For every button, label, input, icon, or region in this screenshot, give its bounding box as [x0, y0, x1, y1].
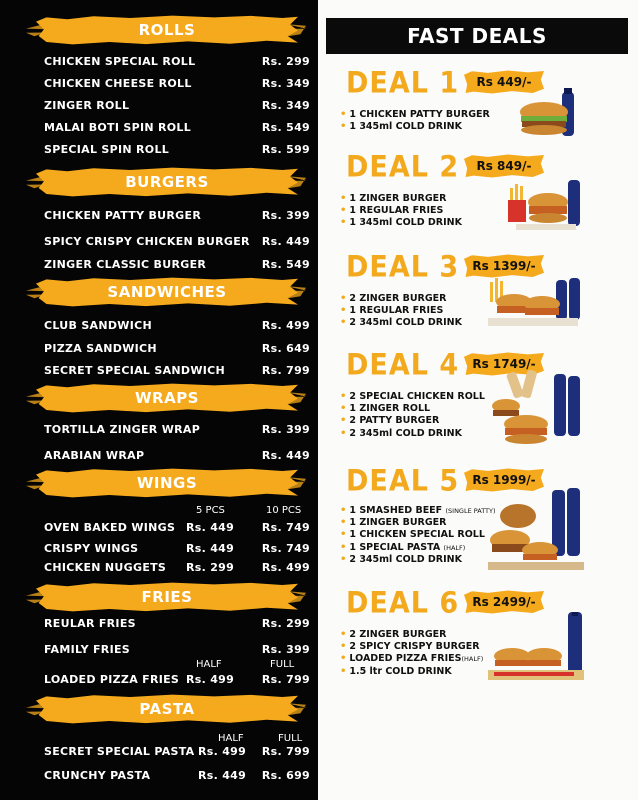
deal-card [318, 464, 638, 578]
menu-item: SECRET SPECIAL SANDWICH Rs. 799 [44, 364, 310, 377]
pasta-banner [36, 694, 298, 724]
deal-card [318, 586, 638, 700]
deal-price: Rs 449/- [476, 75, 532, 89]
deal-item: • 1 SPECIAL PASTA (HALF) [340, 541, 466, 553]
menu-item: CHICKEN NUGGETS Rs. 299 Rs. 499 [44, 561, 310, 574]
rolls-burgers-drinks-image [486, 368, 586, 446]
deal-item: • 1 SMASHED BEEF (SINGLE PATTY) [340, 505, 496, 516]
deal-item: • 1 ZINGER ROLL [340, 403, 431, 415]
deal-title: DEAL 3 [346, 250, 460, 285]
deal-price-tag [464, 154, 544, 178]
deal-items-list [340, 193, 462, 230]
deals-panel [318, 0, 638, 800]
burgers-title: BURGERS [125, 173, 209, 191]
deal-price: Rs 1399/- [472, 259, 536, 273]
deal-price: Rs 2499/- [472, 595, 536, 609]
combo-meal-image [488, 486, 588, 574]
deal-item: • 2 ZINGER BURGER [340, 293, 447, 304]
menu-item: SECRET SPECIAL PASTA Rs. 499 Rs. 799 [44, 745, 310, 758]
menu-item: CRISPY WINGS Rs. 449 Rs. 749 [44, 542, 310, 555]
deal-items-list [340, 293, 462, 330]
deal-price-tag [464, 254, 544, 278]
menu-item: ARABIAN WRAP Rs. 449 [44, 449, 310, 462]
menu-item: CRUNCHY PASTA Rs. 449 Rs. 699 [44, 769, 310, 782]
rolls-banner [36, 15, 298, 45]
fries-col2-label: FULL [270, 659, 295, 670]
deal-price: Rs 1999/- [472, 473, 536, 487]
wings-col2-label: 10 PCS [266, 505, 302, 516]
burger-fries-drink-image [506, 180, 586, 232]
deal-price: Rs 849/- [476, 159, 532, 173]
menu-item: ZINGER CLASSIC BURGER Rs. 549 [44, 258, 310, 271]
menu-item: CLUB SANDWICH Rs. 499 [44, 319, 310, 332]
burger-drink-image [516, 88, 586, 140]
deal-item: • 1 CHICKEN SPECIAL ROLL [340, 529, 485, 541]
menu-item: MALAI BOTI SPIN ROLL Rs. 549 [44, 121, 310, 134]
wings-banner [36, 468, 298, 498]
sandwiches-banner [36, 277, 298, 307]
deal-title: DEAL 5 [346, 464, 460, 499]
deal-item: • 1 REGULAR FRIES [340, 305, 444, 317]
wings-title: WINGS [136, 474, 198, 492]
fries-col1-label: HALF [196, 659, 222, 670]
wraps-title: WRAPS [134, 389, 199, 407]
menu-item: CHICKEN PATTY BURGER Rs. 399 [44, 209, 310, 222]
deal-title: DEAL 1 [346, 66, 460, 101]
deal-title: DEAL 2 [346, 150, 460, 185]
fries-banner [36, 582, 298, 612]
deal-item: • 1 ZINGER BURGER [340, 517, 447, 529]
deal-items-list [340, 391, 485, 440]
deal-item: • 1 345ml COLD DRINK [340, 217, 462, 229]
deal-items-list [340, 629, 483, 678]
deal-item: • 1 REGULAR FRIES [340, 205, 444, 217]
deal-title: DEAL 4 [346, 348, 460, 383]
menu-item: CHICKEN SPECIAL ROLL Rs. 299 [44, 55, 310, 68]
menu-item: FAMILY FRIES Rs. 399 [44, 643, 310, 656]
deal-item: • 2 ZINGER BURGER [340, 629, 447, 640]
burgers-banner [36, 167, 298, 197]
menu-item: TORTILLA ZINGER WRAP Rs. 399 [44, 423, 310, 436]
pasta-title: PASTA [139, 700, 195, 718]
deal-item: • 1 345ml COLD DRINK [340, 121, 462, 133]
deal-item: • 2 345ml COLD DRINK [340, 553, 462, 565]
menu-item: OVEN BAKED WINGS Rs. 449 Rs. 749 [44, 521, 310, 534]
deal-item: • 2 SPICY CRISPY BURGER [340, 641, 480, 653]
deal-card [318, 150, 638, 264]
deal-item: • LOADED PIZZA FRIES(HALF) [340, 653, 484, 665]
deal-items-list [340, 109, 490, 133]
menu-panel [0, 0, 318, 800]
rolls-title: ROLLS [138, 21, 196, 39]
wraps-banner [36, 383, 298, 413]
deal-price: Rs 1749/- [472, 357, 536, 371]
deal-card [318, 250, 638, 364]
fries-title: FRIES [141, 588, 193, 606]
deal-item: • 1 CHICKEN PATTY BURGER [340, 109, 490, 120]
deal-item: • 1 ZINGER BURGER [340, 193, 447, 204]
deal-item: • 2 PATTY BURGER [340, 415, 440, 427]
deal-item: • 1.5 ltr COLD DRINK [340, 665, 452, 677]
deal-item: • 2 SPECIAL CHICKEN ROLL [340, 391, 485, 402]
sandwiches-title: SANDWICHES [107, 283, 227, 301]
menu-item: REULAR FRIES Rs. 299 [44, 617, 310, 630]
deal-card [318, 348, 638, 462]
pasta-col2-label: FULL [278, 733, 303, 744]
deal-title: DEAL 6 [346, 586, 460, 621]
fast-deals-title: FAST DEALS [326, 18, 628, 54]
menu-item: SPECIAL SPIN ROLL Rs. 599 [44, 143, 310, 156]
menu-item: LOADED PIZZA FRIES Rs. 499 Rs. 799 [44, 673, 310, 686]
wings-col1-label: 5 PCS [196, 505, 225, 516]
burgers-fries-bottle-image [484, 612, 588, 688]
menu-item: ZINGER ROLL Rs. 349 [44, 99, 310, 112]
deal-item: • 2 345ml COLD DRINK [340, 427, 462, 439]
deal-item: • 2 345ml COLD DRINK [340, 317, 462, 329]
burgers-fries-drinks-image [484, 276, 584, 330]
deal-price-tag [464, 590, 544, 614]
menu-item: PIZZA SANDWICH Rs. 649 [44, 342, 310, 355]
menu-item: SPICY CRISPY CHICKEN BURGER Rs. 449 [44, 235, 310, 248]
deal-items-list [340, 505, 496, 566]
menu-item: CHICKEN CHEESE ROLL Rs. 349 [44, 77, 310, 90]
pasta-col1-label: HALF [218, 733, 244, 744]
